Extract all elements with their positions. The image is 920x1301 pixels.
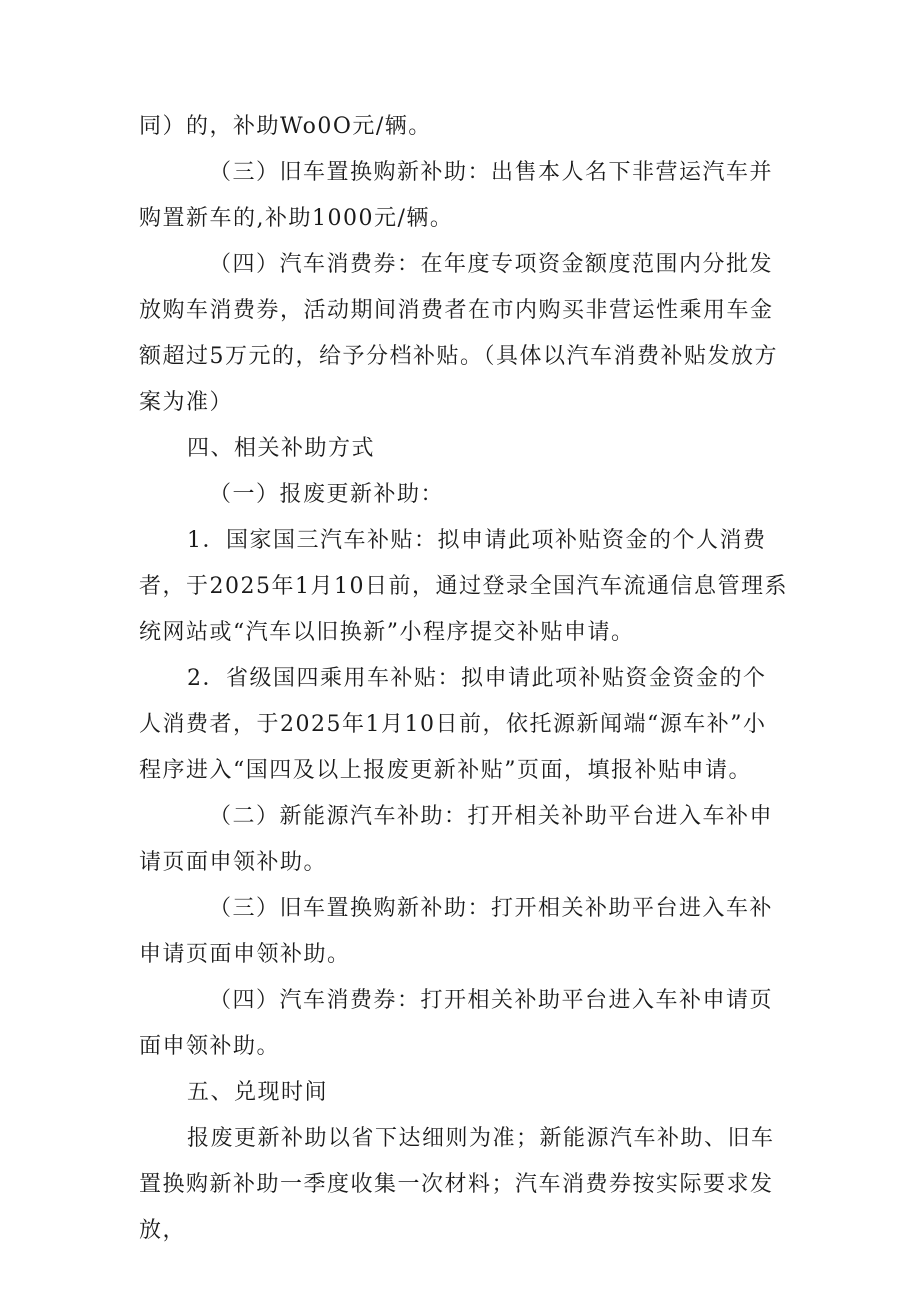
paragraph-provincial-subsidy: 2．省级国四乘用车补贴：拟申请此项补贴资金资金的个人消费者，于2025年1月10日前，依托源新闻端“源车补”小程序进入“国四及以上报废更新补贴”页面，填报补贴申请。 [139, 666, 767, 783]
paragraph-redemption-details: 报废更新补助以省下达细则为准；新能源汽车补助、旧车置换购新补助一季度收集一次材料；汽车消费券按实际要求发放， [139, 1126, 775, 1243]
paragraph-continuation: 同）的，补助Wo0O元/辆。 [139, 114, 432, 139]
paragraph-used-car-replacement: （三）旧车置换购新补助：出售本人名下非营运汽车并购置新车的,补助1000元/辆。 [139, 160, 774, 231]
section-heading-redemption-time: 五、兑现时间 [187, 1080, 329, 1105]
paragraph-car-voucher: （四）汽车消费券：在年度专项资金额度范围内分批发放购车消费券，活动期间消费者在市内购买非营运性乘用车金额超过5万元的，给予分档补贴。（具体以汽车消费补贴发放方案为准） [139, 252, 778, 415]
subsection-heading-scrap-renewal: （一）报废更新补助： [209, 482, 445, 507]
document-body [139, 104, 789, 1254]
paragraph-national-subsidy: 1．国家国三汽车补贴：拟申请此项补贴资金的个人消费者，于2025年1月10日前，通过登录全国汽车流通信息管理系统网站或“汽车以旧换新”小程序提交补贴申请。 [139, 528, 788, 645]
section-heading-subsidy-methods: 四、相关补助方式 [187, 436, 376, 461]
paragraph-replacement-apply: （三）旧车置换购新补助：打开相关补助平台进入车补申请页面申领补助。 [139, 896, 774, 967]
paragraph-voucher-apply: （四）汽车消费券：打开相关补助平台进入车补申请页面申领补助。 [139, 988, 774, 1059]
paragraph-new-energy-subsidy: （二）新能源汽车补助：打开相关补助平台进入车补申请页面申领补助。 [139, 804, 774, 875]
